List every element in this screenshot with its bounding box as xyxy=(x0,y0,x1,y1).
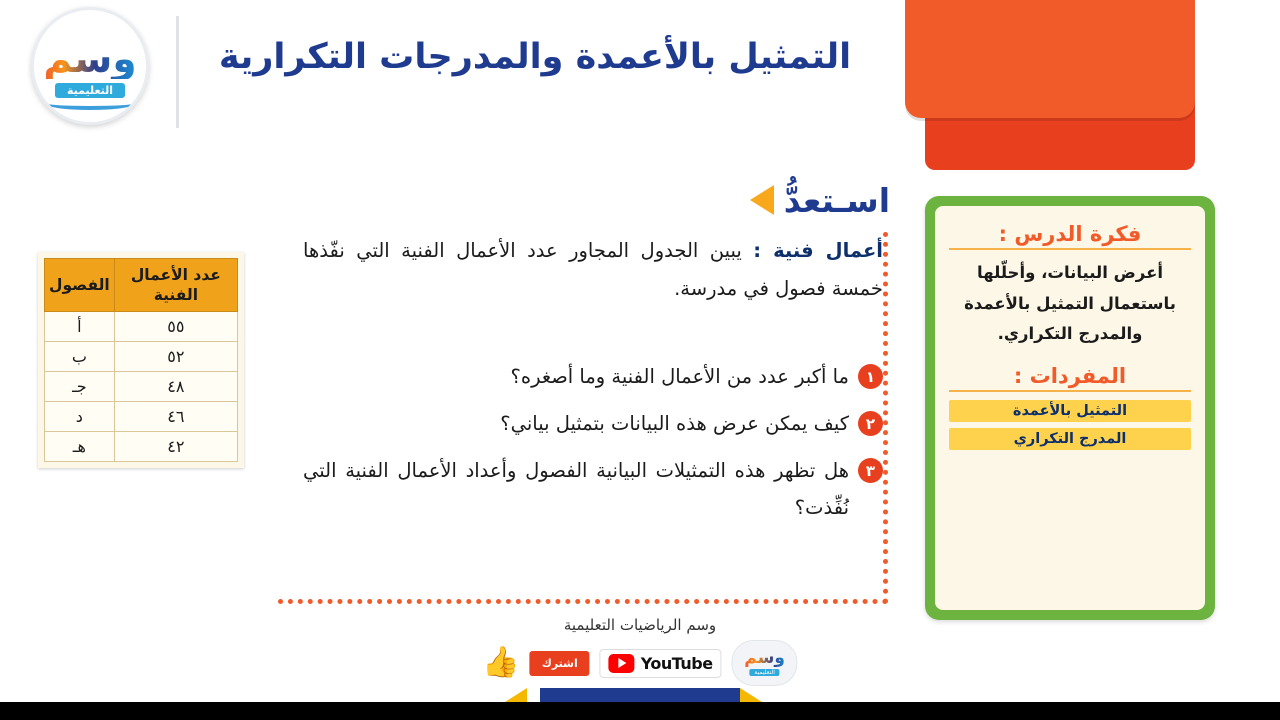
cell-class: هـ xyxy=(45,432,115,462)
vocab-item-1: التمثيل بالأعمدة xyxy=(949,400,1191,422)
question-text-1: ما أكبر عدد من الأعمال الفنية وما أصغره؟ xyxy=(510,365,849,388)
ready-heading xyxy=(640,176,890,224)
lesson-tab xyxy=(905,0,1195,118)
idea-rule xyxy=(949,248,1191,250)
subscribe-button[interactable]: اشترك xyxy=(530,651,590,676)
triangle-arrow-icon xyxy=(750,185,774,215)
bottom-black-bar xyxy=(0,702,1280,720)
page-title: التمثيل بالأعمدة والمدرجات التكرارية xyxy=(218,37,852,77)
ready-content-panel xyxy=(278,232,888,604)
question-number-2: ٢ xyxy=(858,411,883,436)
cell-count: ٥٥ xyxy=(114,312,237,342)
table-row xyxy=(45,312,238,342)
intro-paragraph xyxy=(303,232,883,308)
footer-banner-right xyxy=(740,688,762,702)
cell-class: جـ xyxy=(45,372,115,402)
cell-count: ٤٦ xyxy=(114,402,237,432)
idea-title: فكرة الدرس : xyxy=(998,222,1142,246)
logo-word: وسم xyxy=(43,37,137,82)
cell-count: ٤٨ xyxy=(114,372,237,402)
questions-list xyxy=(303,348,883,526)
question-text-2: كيف يمكن عرض هذه البيانات بتمثيل بياني؟ xyxy=(500,412,849,436)
ready-heading-label: اسـتعدُّ xyxy=(783,180,890,220)
question-item-2 xyxy=(303,405,883,442)
footer-actions xyxy=(482,640,797,686)
card-notch xyxy=(1035,210,1105,216)
table-row xyxy=(45,432,238,462)
table-row xyxy=(45,372,238,402)
art-works-table xyxy=(38,252,244,468)
logo-circle xyxy=(31,7,149,125)
table-row xyxy=(45,402,238,432)
channel-name: وسم الرياضيات التعليمية xyxy=(563,616,717,634)
footer-banner-left xyxy=(505,688,527,702)
footer-logo-subtitle: التعليمية xyxy=(749,669,780,676)
youtube-button[interactable] xyxy=(600,649,722,678)
youtube-play-icon xyxy=(609,654,635,673)
vocab-rule xyxy=(949,390,1191,392)
cell-count: ٤٢ xyxy=(114,432,237,462)
column-header-count: عدد الأعمال الفنية xyxy=(114,259,237,312)
logo-subtitle: التعليمية xyxy=(55,83,125,98)
question-number-1: ١ xyxy=(858,364,883,389)
vocab-item-2: المدرج التكراري xyxy=(949,428,1191,450)
lesson-idea-inner xyxy=(935,206,1205,610)
question-text-3: هل تظهر هذه التمثيلات البيانية الفصول وأعداد الأعمال الفنية التي نُفِّذت؟ xyxy=(303,459,849,520)
footer-logo-word: وسم xyxy=(744,648,785,668)
footer-logo xyxy=(732,640,798,686)
data-table xyxy=(44,258,238,462)
cell-class: د xyxy=(45,402,115,432)
vocab-title: المفردات : xyxy=(1013,363,1127,388)
brand-logo xyxy=(14,8,166,124)
youtube-label: YouTube xyxy=(640,653,713,673)
title-divider xyxy=(176,16,179,128)
footer-banner-center xyxy=(540,688,740,702)
table-header-row xyxy=(45,259,238,312)
intro-lead: أعمال فنية : xyxy=(753,239,883,262)
column-header-class: الفصول xyxy=(45,259,115,312)
lesson-idea-card xyxy=(925,196,1215,620)
table-row xyxy=(45,342,238,372)
logo-swoosh-icon xyxy=(44,96,136,110)
cell-class: ب xyxy=(45,342,115,372)
thumbs-up-icon[interactable]: 👍 xyxy=(482,645,520,680)
question-number-3: ٣ xyxy=(858,458,883,483)
question-item-1 xyxy=(303,358,883,395)
idea-text: أعرض البيانات، وأحلّلها باستعمال التمثيل بالأعمدة والمدرج التكراري. xyxy=(964,263,1176,344)
cell-class: أ xyxy=(45,312,115,342)
intro-text: يبين الجدول المجاور عدد الأعمال الفنية التي نفّذها خمسة فصول في مدرسة. xyxy=(303,239,883,301)
cell-count: ٥٢ xyxy=(114,342,237,372)
question-item-3 xyxy=(303,452,883,526)
footer xyxy=(0,612,1280,720)
